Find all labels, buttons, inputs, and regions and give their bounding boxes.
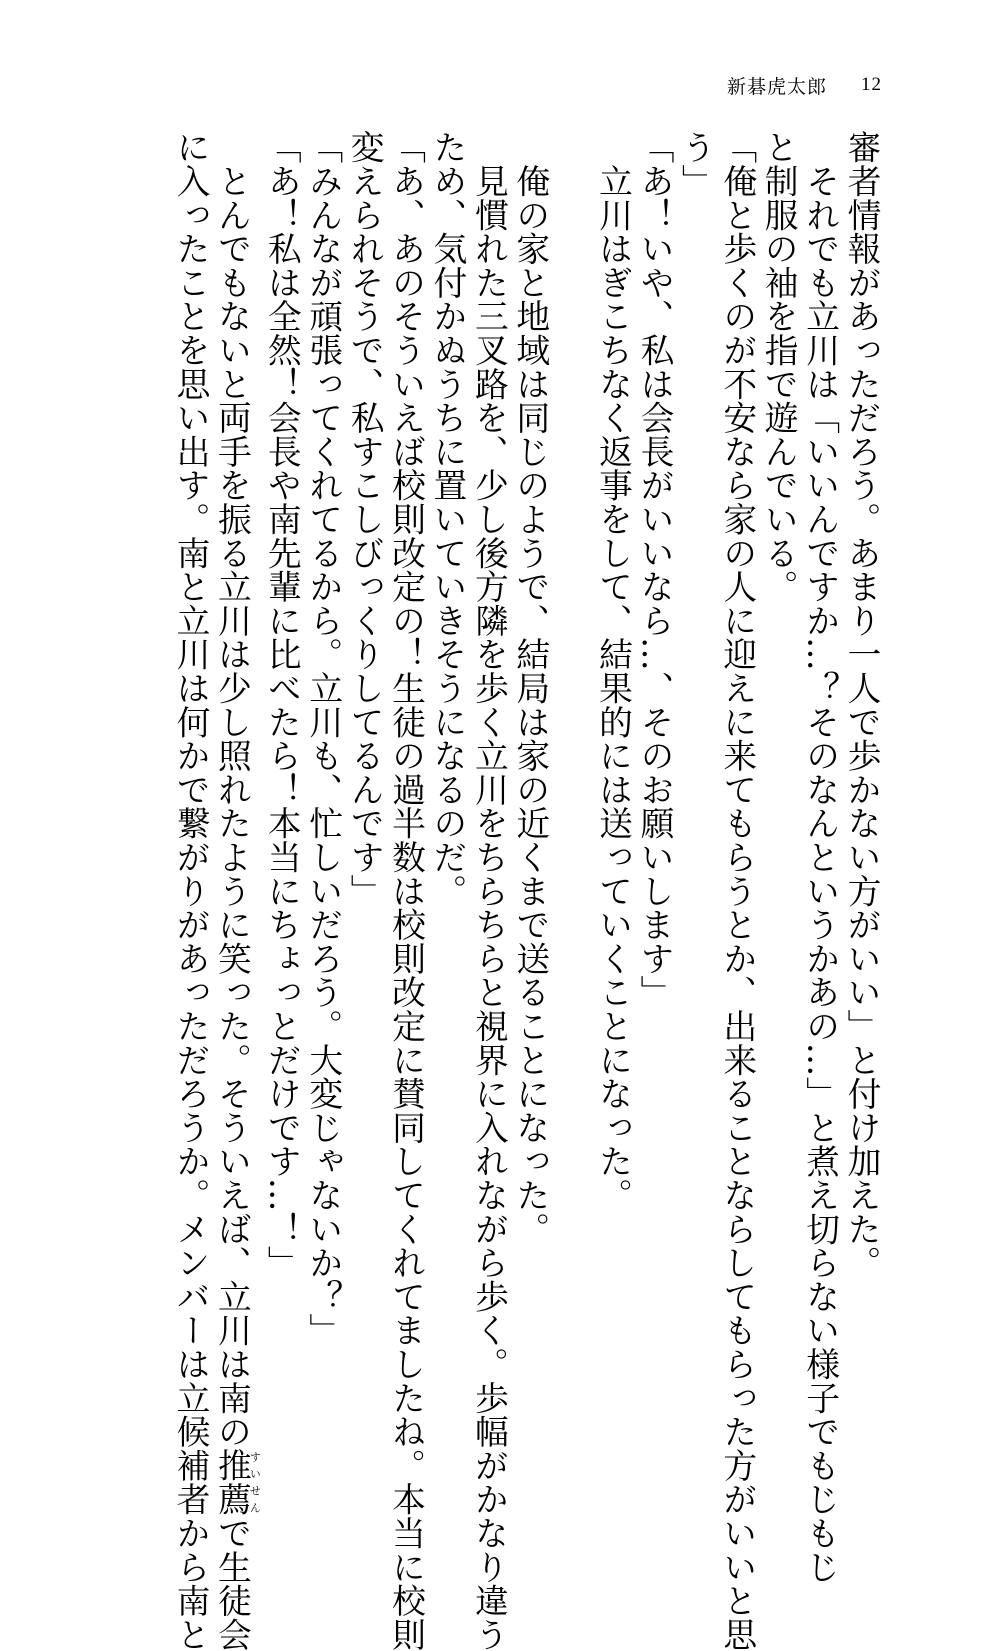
- text-line-12: 「あ、あのそういえば校則改定の！生徒の過半数は校則改定に賛同してくれてましたね。本当に校則: [386, 130, 426, 1651]
- text-line-13: 変えられそうで、私すこしびっくりしてるんです」: [345, 130, 385, 908]
- ruby-reading: すいせん: [248, 1448, 262, 1516]
- text-line-6: 「あ！いや、私は会長がいいなら…、そのお願いします」: [634, 130, 674, 1009]
- text-line-10: 見慣れた三叉路を、少し後方隣を歩く立川をちらちらと視界に入れながら歩く。歩幅がかなり違う: [469, 130, 509, 1651]
- text-line-16-with-ruby: とんでもないと両手を振る立川は少し照れたように笑った。そういえば、立川は南の推薦すいせんで生徒会: [212, 130, 262, 1651]
- text-line-17: に入ったことを思い出す。南と立川は何かで繋がりがあっただろうか。メンバーは立候補者から南と: [171, 130, 210, 1651]
- text-line-14: 「みんなが頑張ってくれてるから。立川も、忙しいだろう。大変じゃないか？」: [303, 130, 343, 1347]
- page-number: 12: [861, 74, 882, 95]
- text-line-1: 審者情報があっただろう。あまり一人で歩かない方がいい」と付け加えた。: [842, 130, 881, 1280]
- header-title: 新碁虎太郎: [726, 75, 827, 98]
- text-line-9: 俺の家と地域は同じのようで、結局は家の近くまで送ることになった。: [510, 130, 550, 1246]
- ruby-base: 推薦: [212, 1448, 252, 1516]
- text-line-7: 立川はぎこちなく返事をして、結果的には送っていくことになった。: [593, 130, 633, 1212]
- ruby-annotation: [212, 1448, 262, 1516]
- text-line-3: と制服の袖を指で遊んでいる。: [759, 130, 799, 604]
- text-line-2: それでも立川は「いいんですか…？そのなんというかあの…」と煮え切らない様子でもじもじ: [800, 130, 840, 1584]
- vertical-text-body: [122, 130, 882, 1651]
- text-line-5: う」: [676, 130, 716, 198]
- text-line-4: 「俺と歩くのが不安なら家の人に迎えに来てもらうとか、出来ることならしてもらった方がいいと思: [717, 130, 757, 1651]
- text-line-15: 「あ！私は全然！会長や南先輩に比べたら！本当にちょっとだけです…！」: [262, 130, 302, 1280]
- text-line-11: ため、気付かぬうちに置いていきそうになるのだ。: [427, 130, 467, 908]
- page-header: [727, 68, 882, 102]
- blank-line: [551, 130, 592, 1350]
